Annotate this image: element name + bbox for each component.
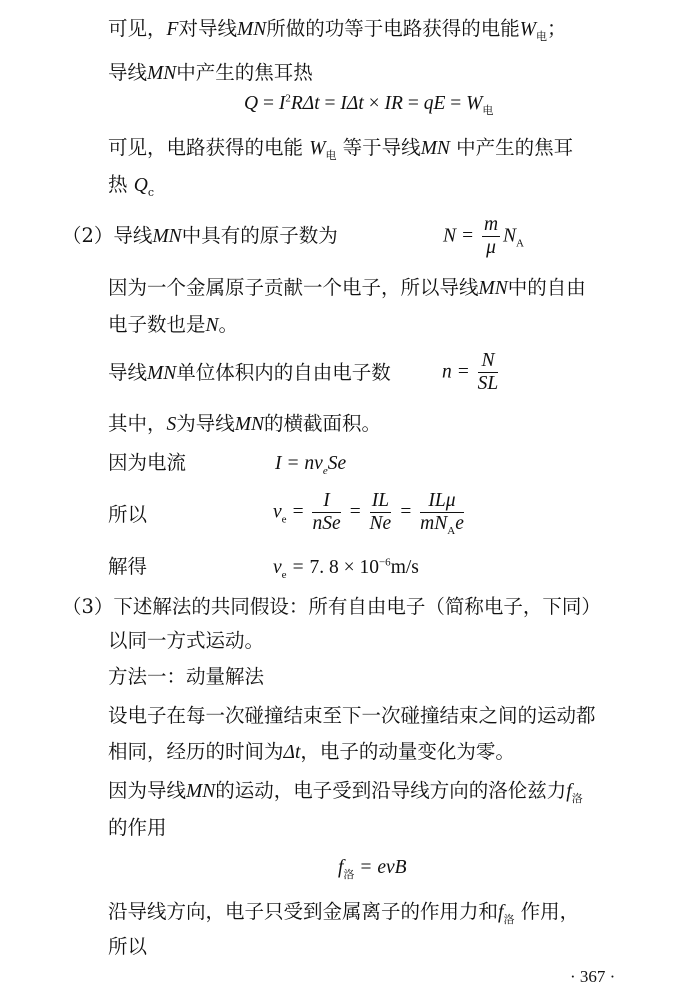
text: 的运动，电子受到沿导线方向的洛伦兹力 xyxy=(215,779,567,802)
text: 中产生的焦耳热 xyxy=(176,61,313,84)
symbol-MN: MN xyxy=(152,226,182,247)
text-line xyxy=(108,63,313,84)
text-line xyxy=(108,414,381,435)
text: 设电子在每一次碰撞结束至下一次碰撞结束之间的运动都 xyxy=(108,704,596,727)
text-line xyxy=(108,453,186,473)
text: 中具有的原子数为 xyxy=(181,224,338,247)
text: 因为导线 xyxy=(108,779,187,802)
text: 因为一个金属原子贡献一个电子，所以导线 xyxy=(108,276,479,299)
text-line xyxy=(108,900,580,926)
symbol-delta-t: Δt xyxy=(283,742,301,763)
text: 对导线 xyxy=(178,17,237,40)
text: 解得 xyxy=(108,555,148,578)
text-line xyxy=(62,597,601,617)
text: 其中， xyxy=(108,412,167,435)
equation-electron-density: n = $\frac{N}{SL}$ xyxy=(442,350,499,395)
subscript: 电 xyxy=(325,148,337,162)
text: 为导线 xyxy=(176,412,235,435)
item-number: （3） xyxy=(62,595,114,618)
text: 相同，经历的时间为 xyxy=(108,740,284,763)
text: 的作用 xyxy=(108,816,167,839)
page-number xyxy=(570,968,615,985)
text: 中产生的焦耳 xyxy=(456,136,574,159)
text: 等于导线 xyxy=(342,136,421,159)
text: 方法一：动量解法 xyxy=(108,665,265,688)
symbol-MN: MN xyxy=(420,138,450,159)
text: 导线 xyxy=(108,61,148,84)
symbol-MN: MN xyxy=(186,781,216,802)
page-number-text: · 367 · xyxy=(570,967,616,986)
subscript: 洛 xyxy=(571,791,583,805)
section-heading xyxy=(108,667,264,687)
text: 。 xyxy=(218,313,239,336)
text: 热 xyxy=(108,173,128,196)
text: ； xyxy=(546,17,567,40)
text-line xyxy=(108,173,154,199)
equation-current: $I = nv_eSe$ xyxy=(275,453,347,477)
text: 可见，电路获得的电能 xyxy=(108,136,304,159)
item-number: （2） xyxy=(62,224,114,247)
symbol-MN: MN xyxy=(234,414,265,435)
text: 因为电流 xyxy=(108,451,187,474)
symbol-f: f xyxy=(566,781,572,802)
text: 以同一方式运动。 xyxy=(108,629,265,652)
text-line xyxy=(108,136,574,162)
equation-lorentz-force: $f_洛$ = evB xyxy=(338,857,407,881)
symbol-MN: MN xyxy=(478,278,508,299)
symbol-W: W xyxy=(519,19,536,40)
equation-result: $v_e = 7$. $8 \times 10^{-6}m/s$ xyxy=(273,556,419,581)
subscript: 洛 xyxy=(503,912,515,926)
text: 电子数也是 xyxy=(108,313,206,336)
text-line xyxy=(108,818,167,838)
text: 所以 xyxy=(108,503,148,526)
text: 可见， xyxy=(108,17,167,40)
symbol-MN: MN xyxy=(147,363,177,384)
text: 沿导线方向，电子只受到金属离子的作用力和 xyxy=(108,900,499,923)
text-line xyxy=(108,505,147,525)
symbol-MN: MN xyxy=(147,63,177,84)
text-line xyxy=(108,706,596,726)
text: 作用， xyxy=(520,900,580,923)
subscript: 电 xyxy=(535,29,547,43)
symbol-W: W xyxy=(309,138,326,159)
text-line xyxy=(108,937,147,957)
text-line xyxy=(108,779,583,805)
text: 所做的功等于电路获得的电能 xyxy=(266,17,520,40)
text: 下述解法的共同假设：所有自由电子（简称电子，下同） xyxy=(113,595,601,618)
equation-joule-heat: $Q = I^2R\Delta t = I\Delta t$ × IR = qE = $W_电$ xyxy=(244,92,494,117)
text: ，电子的动量变化为零。 xyxy=(300,740,515,763)
symbol-F: F xyxy=(166,19,179,40)
text-line xyxy=(62,226,338,247)
text-line xyxy=(108,363,391,384)
text: 中的自由 xyxy=(507,276,586,299)
symbol-MN: MN xyxy=(236,19,267,40)
symbol-S: S xyxy=(166,414,177,435)
subscript: c xyxy=(147,185,154,199)
symbol-f: f xyxy=(498,902,504,923)
text: 导线 xyxy=(108,361,148,384)
text: 单位体积内的自由电子数 xyxy=(176,361,391,384)
equation-drift-velocity: $v_e$ = $\frac{I}{\text{nSe}}$ = $\frac{IL}{Ne}$ = $\frac{\text{ILμ}}{mN_Ae}$ xyxy=(273,490,464,538)
text: 的横截面积。 xyxy=(264,412,382,435)
text: 所以 xyxy=(108,935,148,958)
text-line xyxy=(108,631,264,651)
text-line xyxy=(108,557,147,577)
symbol-Q: Q xyxy=(133,175,148,196)
text-line xyxy=(108,17,567,43)
equation-atom-count: N = $\frac{m}{\mu}$ $N_A$ xyxy=(443,214,524,259)
symbol-N: N xyxy=(205,315,219,336)
text: 导线 xyxy=(113,224,153,247)
text-line xyxy=(108,278,586,299)
text-line xyxy=(108,315,238,336)
text-line xyxy=(108,742,515,763)
